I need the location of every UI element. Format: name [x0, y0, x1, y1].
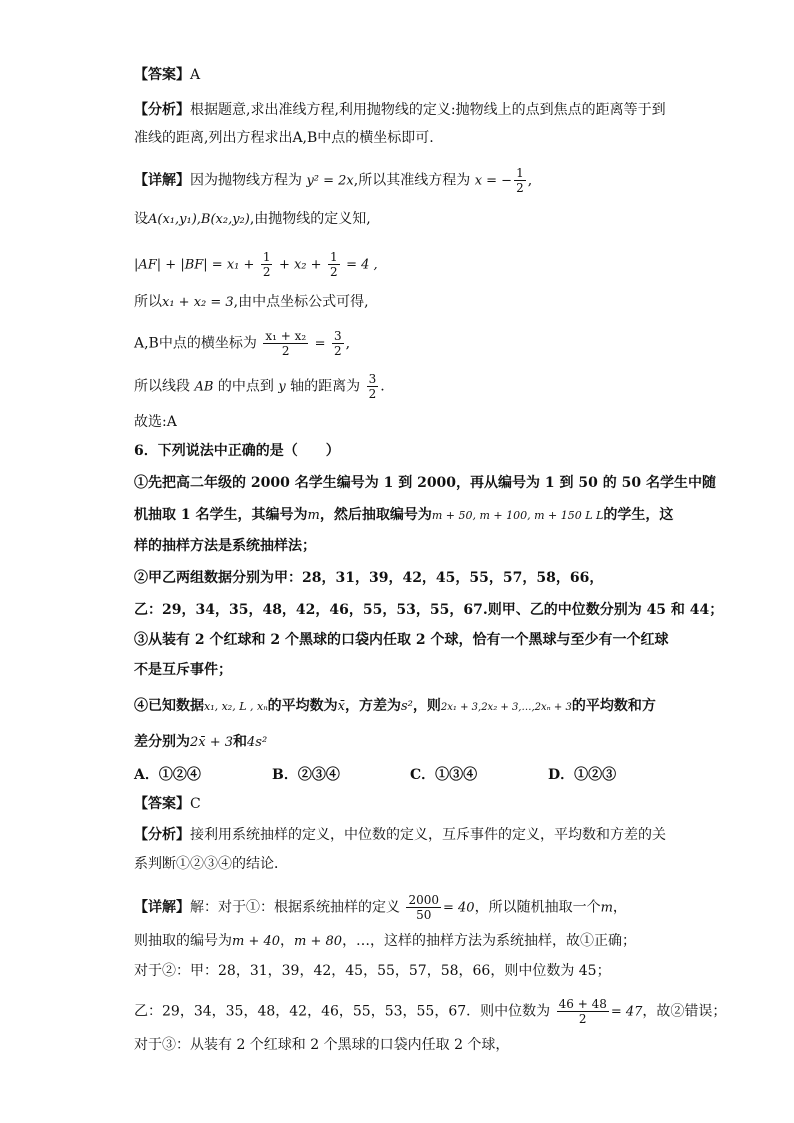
statement-text: 机抽取 1 名学生，其编号为 — [134, 507, 308, 523]
fraction — [514, 166, 526, 195]
detail-2-line-3 — [134, 962, 734, 980]
punct: ， — [612, 899, 627, 916]
analysis-text-2: 准线的距离,列出方程求出A,B中点的横坐标即可. — [134, 130, 434, 146]
detail-text: ，故②错误； — [642, 1003, 727, 1020]
detail-text: 乙：29，34，35，48，42，46，55，53，55，67．则中位数为 — [134, 1003, 551, 1020]
fraction-numerator: x₁ + x₂ — [265, 329, 307, 343]
detail-text: 对于③：从装有 2 个红球和 2 个黑球的口袋内任取 2 个球， — [134, 1037, 510, 1053]
fraction — [328, 250, 340, 279]
statement-1-line-1 — [134, 474, 734, 492]
result-variance: 4s² — [247, 735, 268, 750]
punct: ， — [280, 933, 295, 949]
equation-part: = 47 — [610, 1004, 643, 1020]
statement-text: ，然后抽取编号为 — [319, 507, 432, 523]
transformed-sequence: 2x₁ + 3,2x₂ + 3,…,2xₙ + 3 — [440, 702, 572, 713]
equation-part: = 40 — [443, 900, 475, 916]
analysis-text: 根据题意,求出准线方程,利用抛物线的定义:抛物线上的点到焦点的距离等于到 — [190, 102, 666, 118]
statement-text: 差分别为 — [134, 734, 190, 750]
fraction-numerator: 46 + 48 — [558, 997, 607, 1011]
fraction — [261, 250, 273, 279]
detail-text: 轴的距离为 — [290, 378, 361, 395]
fraction-numerator: 3 — [333, 329, 342, 343]
analysis-2-line-1 — [134, 826, 734, 844]
points-equation: A(x₁,y₁),B(x₂,y₂) — [148, 212, 250, 227]
directrix-equation: x = − — [474, 173, 513, 189]
sum-equation: x₁ + x₂ = 3 — [162, 295, 234, 310]
fraction-numerator: 1 — [329, 250, 338, 264]
answer-value: C — [190, 796, 201, 812]
answer-line-2 — [134, 795, 734, 813]
fraction-denominator: 2 — [329, 265, 338, 279]
detail-tag: 【详解】 — [134, 899, 190, 916]
statement-text: 和 — [233, 734, 248, 750]
detail-line-6 — [134, 372, 734, 401]
option-b: B．②③④ — [272, 767, 340, 783]
statement-3-line-2 — [134, 661, 734, 679]
fraction — [263, 329, 308, 358]
statement-1-line-3 — [134, 537, 734, 555]
fraction-numerator: 3 — [368, 372, 377, 386]
option-a: A．①②④ — [134, 767, 201, 783]
statement-text: 的学生，这 — [603, 507, 674, 523]
detail-line-4 — [134, 293, 734, 312]
statement-text: ①先把高二年级的 2000 名学生编号为 1 到 2000，再从编号为 1 到 50 的 50 名学生中随 — [134, 475, 716, 491]
statement-text: 不是互斥事件； — [134, 662, 232, 678]
analysis-2-line-2 — [134, 855, 734, 873]
fraction-denominator: 2 — [281, 344, 290, 358]
variable-m: m — [600, 900, 613, 916]
question-6-title: 6．下列说法中正确的是（ ） — [134, 443, 340, 459]
detail-text: A,B中点的横坐标为 — [134, 335, 257, 352]
statement-text: 的平均数和方 — [571, 698, 656, 714]
answer-value: A — [190, 67, 201, 83]
answer-line-1 — [134, 66, 734, 84]
detail-2-line-1 — [134, 893, 734, 922]
equals-sign: = — [314, 336, 326, 352]
fraction-denominator: 2 — [368, 387, 377, 401]
analysis-tag: 【分析】 — [134, 102, 190, 118]
statement-text: ，则 — [412, 698, 441, 714]
fraction-denominator: 2 — [516, 181, 524, 195]
fraction — [406, 893, 441, 922]
statement-4-line-2 — [134, 733, 734, 752]
fraction-numerator: 1 — [516, 166, 524, 180]
statement-4-line-1 — [134, 697, 734, 717]
data-sequence: x₁, x₂, L , xₙ — [204, 700, 268, 713]
statement-text: 样的抽样方法是系统抽样法； — [134, 538, 316, 554]
fraction-denominator: 50 — [416, 908, 432, 922]
answer-tag: 【答案】 — [134, 796, 190, 812]
statement-text: ③从装有 2 个红球和 2 个黑球的口袋内任取 2 个球，恰有一个黑球与至少有一个红球 — [134, 632, 669, 648]
detail-line-5 — [134, 329, 734, 358]
variable-m: m — [307, 508, 320, 523]
detail-text: ，所以随机抽取一个 — [474, 899, 601, 916]
analysis-line-2 — [134, 129, 734, 147]
detail-line-1 — [134, 166, 734, 195]
detail-2-line-2 — [134, 932, 734, 951]
detail-text: 设 — [134, 211, 148, 227]
fraction-denominator: 2 — [333, 344, 342, 358]
option-c: C．①③④ — [410, 767, 478, 783]
punct: , — [527, 172, 533, 189]
detail-text: 所以 — [134, 294, 162, 310]
equation-part: = 4 , — [346, 257, 378, 273]
detail-text: ，…，这样的抽样方法为系统抽样，故①正确； — [342, 933, 637, 949]
analysis-tag: 【分析】 — [134, 827, 190, 843]
sequence-math: m + 50, m + 100, m + 150 L L — [431, 509, 604, 522]
analysis-text-2: 系判断①②③④的结论． — [134, 856, 288, 872]
fraction — [367, 372, 379, 401]
fraction-numerator: 1 — [262, 250, 271, 264]
fraction-denominator: 2 — [578, 1012, 587, 1026]
detail-text: ,由抛物线的定义知, — [249, 211, 371, 227]
analysis-line-1 — [134, 101, 734, 119]
statement-text: 的平均数为 — [267, 698, 338, 714]
sample-number-2: m + 80 — [294, 934, 343, 949]
focal-sum-equation: |AF| + |BF| = x₁ + — [134, 257, 255, 273]
statement-2-line-2 — [134, 601, 734, 619]
detail-line-2 — [134, 210, 734, 229]
variance-symbol: s² — [401, 699, 413, 714]
sample-number-1: m + 40 — [232, 934, 281, 949]
choice-line — [134, 413, 734, 431]
fraction — [557, 997, 609, 1026]
detail-text: 解：对于①：根据系统抽样的定义 — [190, 899, 400, 916]
option-d: D．①②③ — [548, 767, 617, 783]
detail-text: 则抽取的编号为 — [134, 933, 232, 949]
fraction-denominator: 2 — [262, 265, 271, 279]
statement-3-line-1 — [134, 631, 734, 649]
detail-tag: 【详解】 — [134, 172, 190, 189]
segment-label: AB — [194, 379, 214, 395]
analysis-text: 接利用系统抽样的定义，中位数的定义，互斥事件的定义，平均数和方差的关 — [190, 827, 666, 843]
result-mean: 2x̄ + 3 — [190, 735, 234, 750]
detail-text: 因为抛物线方程为 — [190, 172, 302, 189]
statement-text: 乙：29，34，35，48，42，46，55，53，55，67.则甲、乙的中位数分别为 45 和 44； — [134, 602, 724, 618]
detail-text: ,所以其准线方程为 — [353, 172, 471, 189]
statement-text: ④已知数据 — [134, 698, 204, 714]
detail-text: ,由中点坐标公式可得, — [233, 294, 369, 310]
detail-text: 的中点到 — [217, 378, 274, 395]
detail-line-3 — [134, 250, 734, 279]
answer-tag: 【答案】 — [134, 67, 190, 83]
statement-2-line-1 — [134, 569, 734, 587]
detail-text: 所以线段 — [134, 378, 190, 395]
equation-part: + x₂ + — [278, 257, 322, 273]
statement-text: ，方差为 — [345, 698, 402, 714]
punct: , — [345, 335, 351, 352]
question-title — [134, 442, 734, 460]
axis-label: y — [278, 379, 286, 395]
fraction-numerator: 2000 — [408, 893, 439, 907]
detail-text: 对于②：甲：28，31，39，42，45，55，57，58，66，则中位数为 45； — [134, 963, 611, 979]
detail-2-line-4 — [134, 997, 734, 1026]
parabola-equation: y² = 2x — [306, 173, 354, 189]
detail-2-line-5 — [134, 1036, 734, 1054]
punct: . — [380, 378, 385, 395]
fraction — [332, 329, 344, 358]
choice-text: 故选:A — [134, 414, 177, 430]
statement-text: ②甲乙两组数据分别为甲：28，31，39，42，45，55，57，58，66， — [134, 570, 604, 586]
mean-symbol: x̄ — [337, 699, 346, 714]
statement-1-line-2 — [134, 506, 734, 525]
